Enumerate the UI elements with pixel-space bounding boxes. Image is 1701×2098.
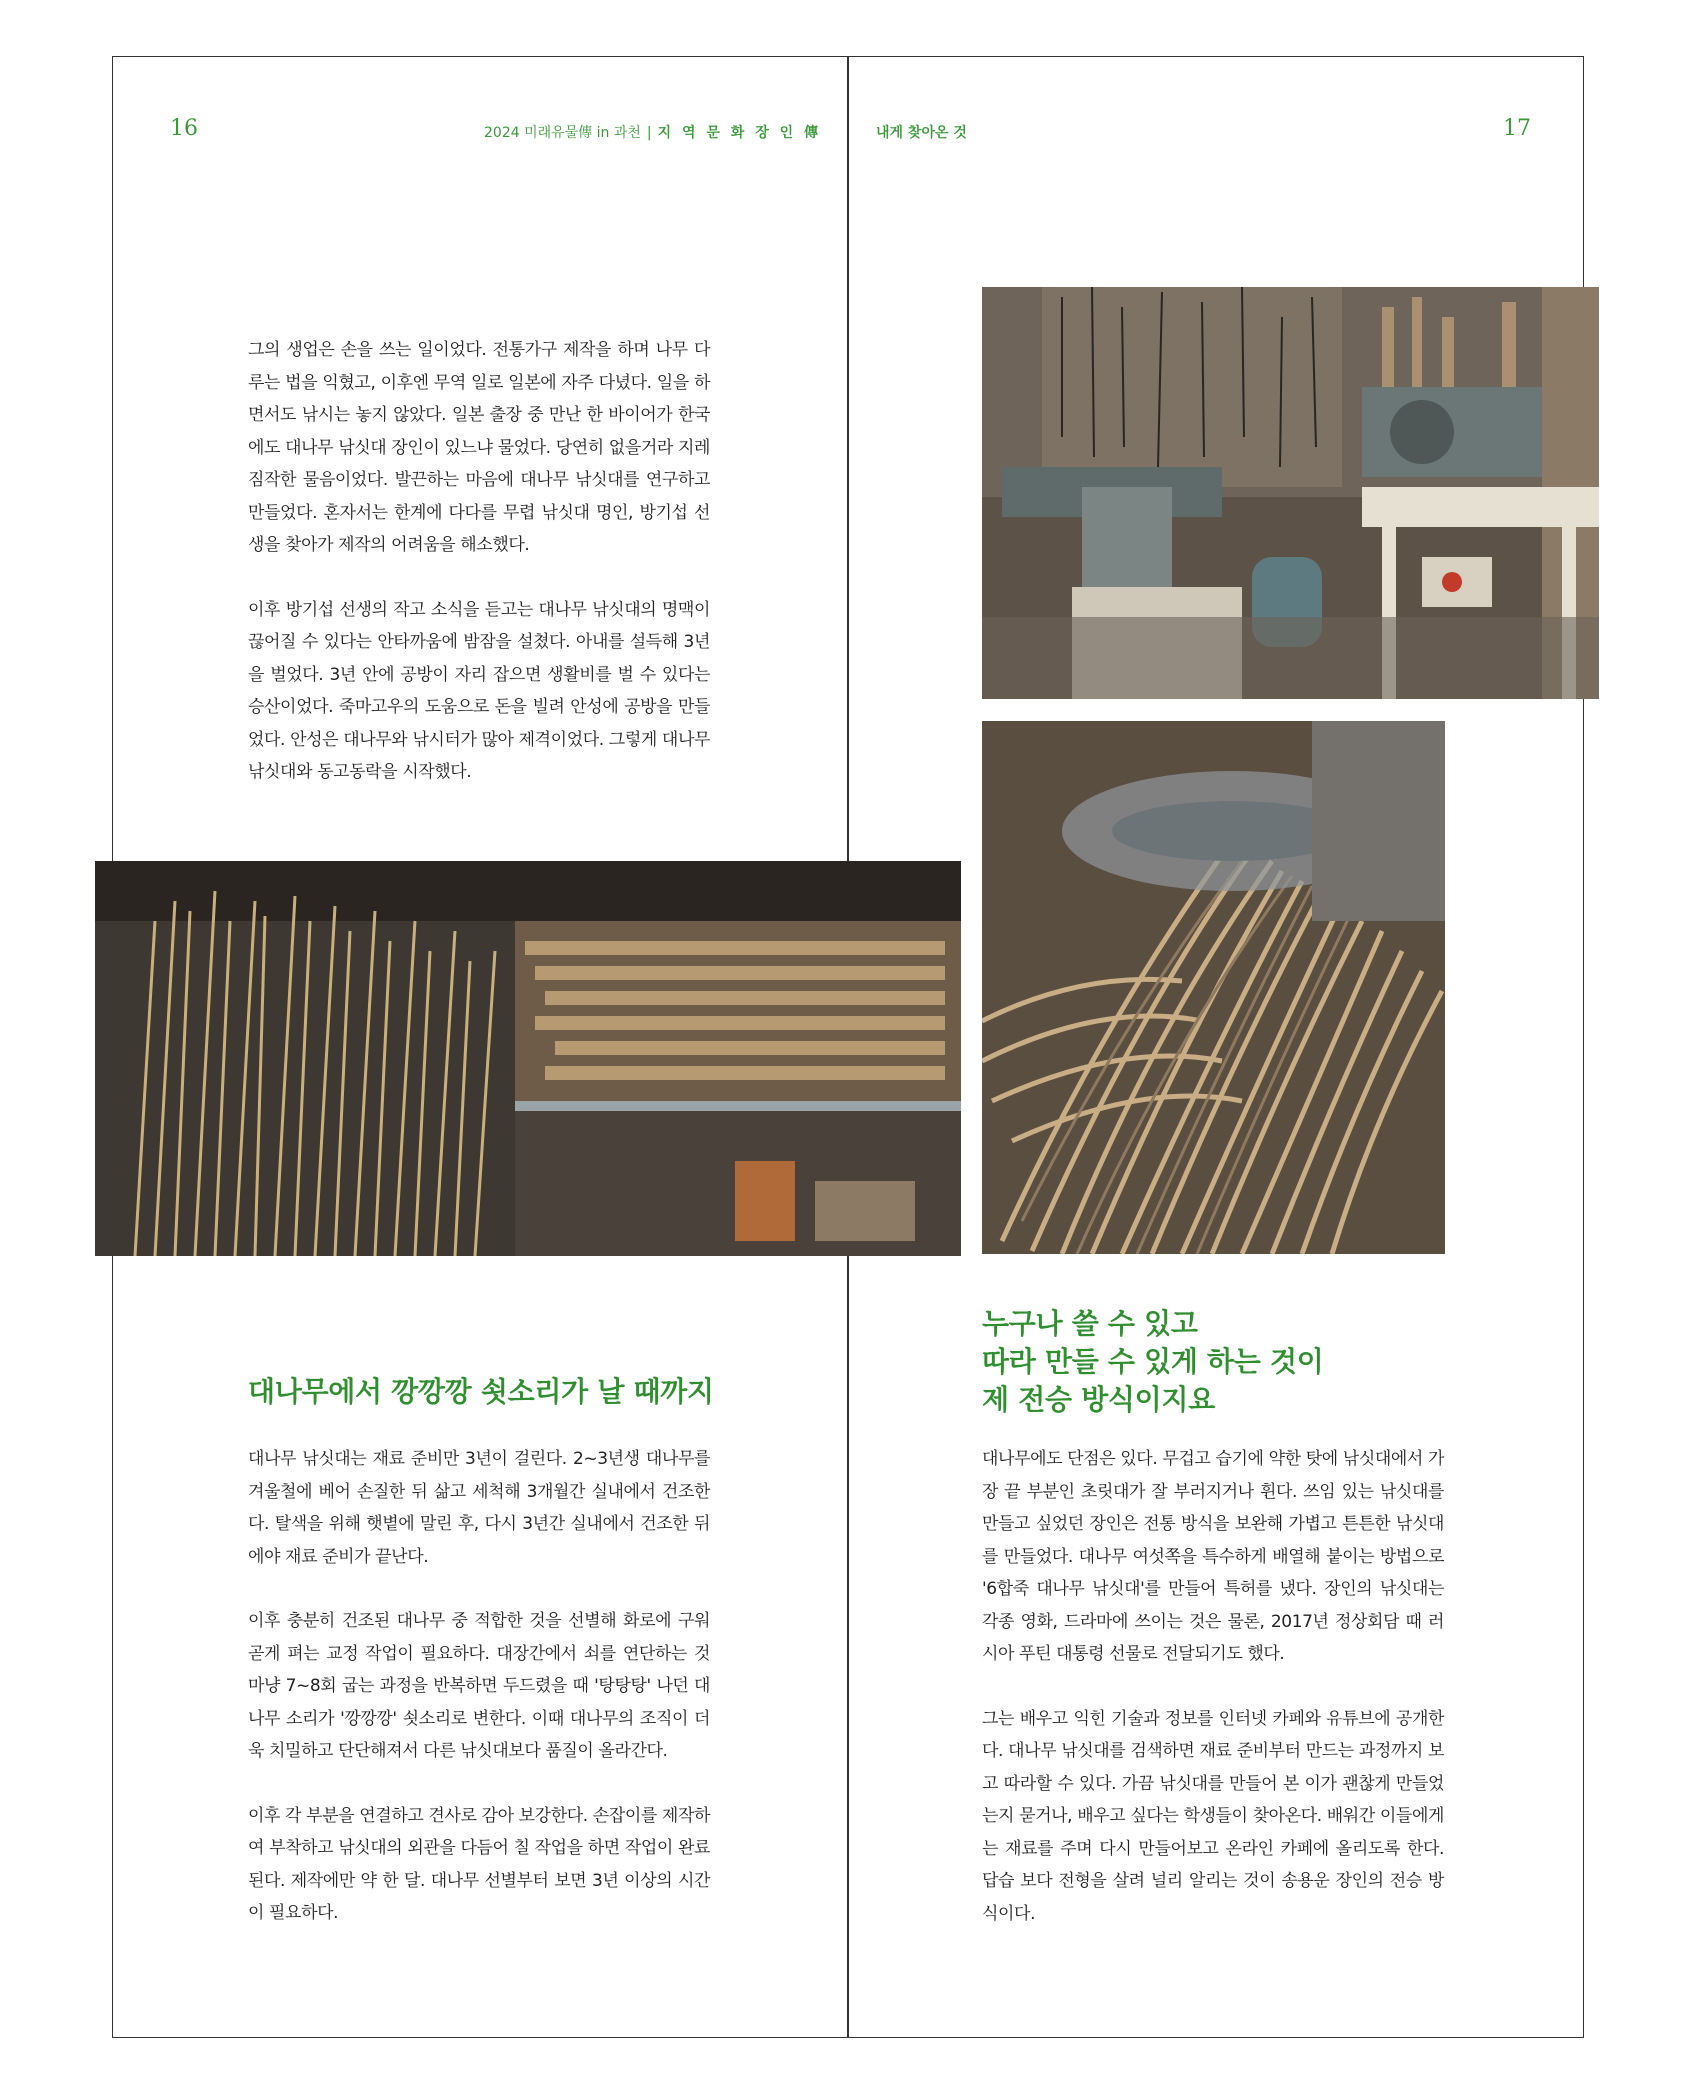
workshop-machinery-photo (982, 287, 1599, 699)
bamboo-storage-photo (95, 861, 961, 1256)
section-text-left (248, 1443, 710, 1962)
intro-paragraph-1: 그의 생업은 손을 쓰는 일이었다. 전통가구 제작을 하며 나무 다루는 법을 익혔고, 이후엔 무역 일로 일본에 자주 다녔다. 일을 하면서도 낚시는 놓지 않았다. 일본 출장 중 만난 한 바이어가 한국에도 대나무 낚싯대 장인이 있느냐 물었다. 당연히 없을거라 지레짐작한 물음이었다. 발끈하는 마음에 대나무 낚싯대를 연구하고 만들었다. 혼자서는 한계에 다다를 무렵 낚싯대 명인, 방기섭 선생을 찾아가 제작의 어려움을 해소했다. (248, 340, 710, 555)
section-text-right (982, 1443, 1444, 1962)
right-paragraph-1: 대나무에도 단점은 있다. 무겁고 습기에 약한 탓에 낚싯대에서 가장 끝 부분인 초릿대가 잘 부러지거나 휜다. 쓰임 있는 낚싯대를 만들고 싶었던 장인은 전통 방식을 보완해 가볍고 튼튼한 낚싯대를 만들었다. 대나무 여섯쪽을 특수하게 배열해 붙이는 방법으로 '6합죽 대나무 낚싯대'를 만들어 특허를 냈다. 장인의 낚싯대는 각종 영화, 드라마에 쓰이는 것은 물론, 2017년 정상회담 때 러시아 푸틴 대통령 선물로 전달되기도 했다. (982, 1449, 1444, 1664)
header-separator: | (646, 125, 652, 141)
section-paragraph-2: 이후 충분히 건조된 대나무 중 적합한 것을 선별해 화로에 구워 곧게 펴는 교정 작업이 필요하다. 대장간에서 쇠를 연단하는 것 마냥 7~8회 굽는 과정을 반복하면 두드렸을 때 '탕탕탕' 나던 대나무 소리가 '깡깡깡' 쇳소리로 변한다. 이때 대나무의 조직이 더욱 치밀하고 단단해져서 다른 낚싯대보다 품질이 올라간다. (248, 1611, 710, 1761)
heading-line-2: 따라 만들 수 있게 하는 것이 (982, 1345, 1324, 1378)
right-paragraph-2: 그는 배우고 익힌 기술과 정보를 인터넷 카페와 유튜브에 공개한다. 대나무 낚싯대를 검색하면 재료 준비부터 만드는 과정까지 보고 따라할 수 있다. 가끔 낚싯대를 만들어 본 이가 괜찮게 만들었는지 묻거나, 배우고 싶다는 학생들이 찾아온다. 배워간 이들에게는 재료를 주며 다시 만들어보고 온라인 카페에 올리도록 한다. 답습 보다 전형을 살려 널리 알리는 것이 송용운 장인의 전승 방식이다. (982, 1708, 1444, 1924)
section-paragraph-1: 대나무 낚싯대는 재료 준비만 3년이 걸린다. 2~3년생 대나무를 겨울철에 베어 손질한 뒤 삶고 세척해 3개월간 실내에서 건조한다. 탈색을 위해 햇볕에 말린 후, 다시 3년간 실내에서 건조한 뒤에야 재료 준비가 끝난다. (248, 1449, 710, 1567)
running-header-left (484, 122, 821, 142)
heading-line-1: 누구나 쓸 수 있고 (982, 1307, 1198, 1340)
header-chapter: 내게 찾아온 것 (876, 125, 967, 141)
heading-line-3: 제 전승 방식이지요 (982, 1383, 1215, 1416)
header-section: 지 역 문 화 장 인 傳 (657, 125, 821, 141)
section-paragraph-3: 이후 각 부분을 연결하고 견사로 감아 보강한다. 손잡이를 제작하여 부착하고 낚싯대의 외관을 다듬어 칠 작업을 하면 작업이 완료된다. 제작에만 약 한 달. 대나무 선별부터 보면 3년 이상의 시간이 필요하다. (248, 1805, 710, 1923)
intro-text (248, 334, 710, 821)
intro-paragraph-2: 이후 방기섭 선생의 작고 소식을 듣고는 대나무 낚싯대의 명맥이 끊어질 수 있다는 안타까움에 밤잠을 설쳤다. 아내를 설득해 3년을 벌었다. 3년 안에 공방이 자리 잡으면 생활비를 벌 수 있다는 승산이었다. 죽마고우의 도움으로 돈을 빌려 안성에 공방을 만들었다. 안성은 대나무와 낚시터가 많아 제격이었다. 그렇게 대나무 낚싯대와 동고동락을 시작했다. (248, 599, 710, 782)
page-number-left: 16 (170, 116, 198, 141)
page-number-right: 17 (1503, 116, 1531, 141)
section-heading-left: 대나무에서 깡깡깡 쇳소리가 날 때까지 (248, 1375, 714, 1408)
split-bamboo-strips-photo (982, 721, 1445, 1254)
section-heading-right (982, 1305, 1542, 1419)
header-series: 2024 미래유물傳 in 과천 (484, 125, 641, 141)
running-header-right (876, 122, 967, 142)
